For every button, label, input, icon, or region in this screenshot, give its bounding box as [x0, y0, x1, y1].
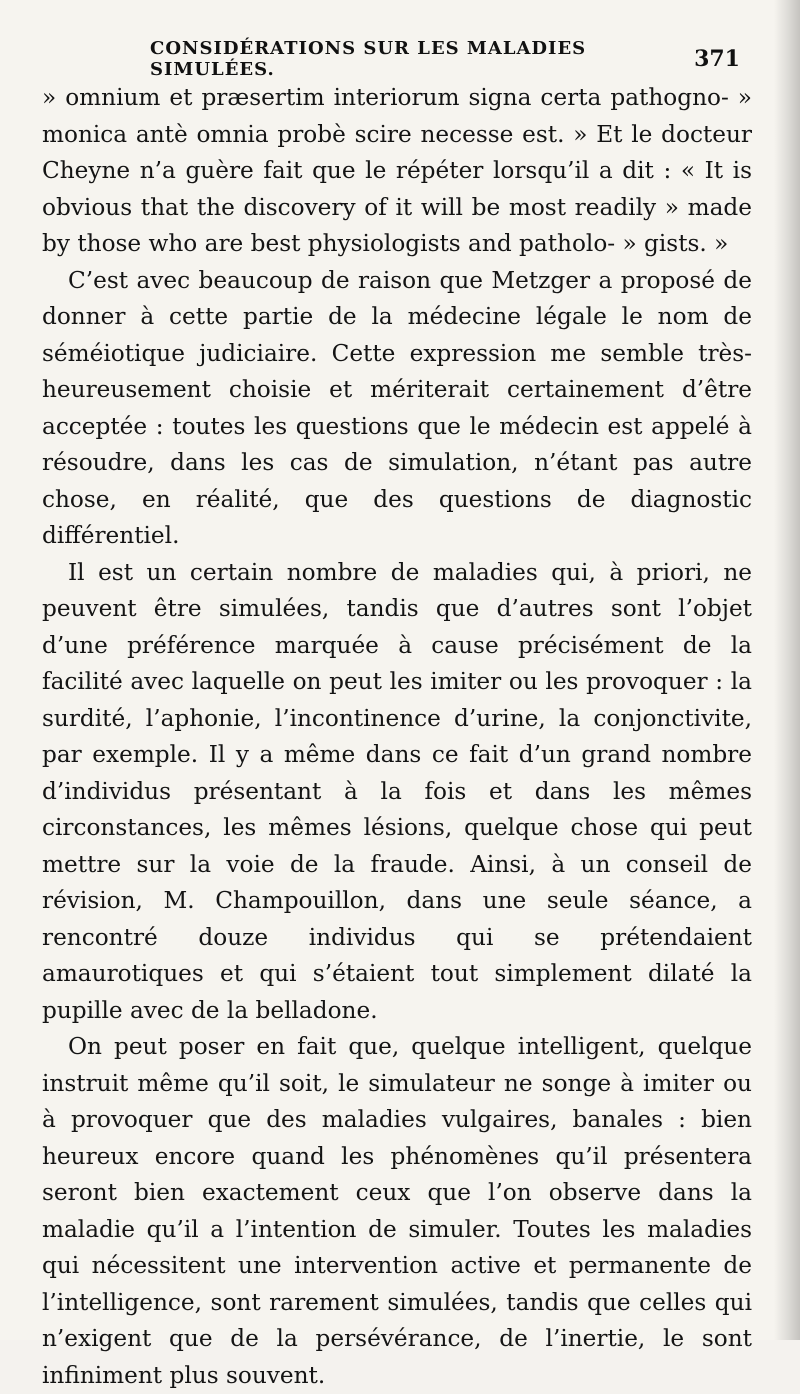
paragraph-1: » omnium et præsertim interiorum signa certa pathogno- » monica antè omnia probè scire necesse est. » Et le docteur Cheyne n’a guère fait que le répéter lorsqu’il a dit : « It is obvious that the discovery of it will be most readily » made by those who are best physiologists and patholo- » gists. » — [42, 84, 752, 257]
paragraph-2: C’est avec beaucoup de raison que Metzger a proposé de donner à cette partie de la médecine légale le nom de séméiotique judiciaire. Cette expression me semble très-heureusement choisie et mériterait certainement d’être acceptée : toutes les questions que le médecin est appelé à résoudre, dans les cas de simulation, n’étant pas autre chose, en réalité, que des questions de diagnostic différentiel. — [42, 266, 752, 549]
page-number: 371 — [694, 46, 740, 72]
page-header — [150, 38, 750, 80]
body-text — [42, 80, 752, 1394]
page-edge-shadow — [774, 0, 800, 1340]
paragraph-4: On peut poser en fait que, quelque intelligent, quelque instruit même qu’il soit, le simulateur ne songe à imiter ou à provoquer que des maladies vulgaires, banales : bien heureux encore quand les phénomènes qu’il présentera seront bien exactement ceux que l’on observe dans la maladie qu’il a l’intention de simuler. Toutes les maladies qui nécessitent une intervention active et permanente de l’intelligence, sont rarement simulées, tandis que celles qui n’exigent que de la persévérance, de l’inertie, le sont infiniment plus souvent. — [42, 1033, 752, 1389]
paragraph-3: Il est un certain nombre de maladies qui, à priori, ne peuvent être simulées, tandis que d’autres sont l’objet d’une préférence marquée à cause précisément de la facilité avec laquelle on peut les imiter ou les provoquer : la surdité, l’aphonie, l’incontinence d’urine, la conjonctivite, par exemple. Il y a même dans ce fait d’un grand nombre d’individus présentant à la fois et dans les mêmes circonstances, les mêmes lésions, quelque chose qui peut mettre sur la voie de la fraude. Ainsi, à un conseil de révision, M. Champouillon, dans une seule séance, a rencontré douze individus qui se prétendaient amaurotiques et qui s’étaient tout simplement dilaté la pupille avec de la belladone. — [42, 558, 752, 1024]
running-head: CONSIDÉRATIONS SUR LES MALADIES SIMULÉES. — [150, 38, 587, 80]
